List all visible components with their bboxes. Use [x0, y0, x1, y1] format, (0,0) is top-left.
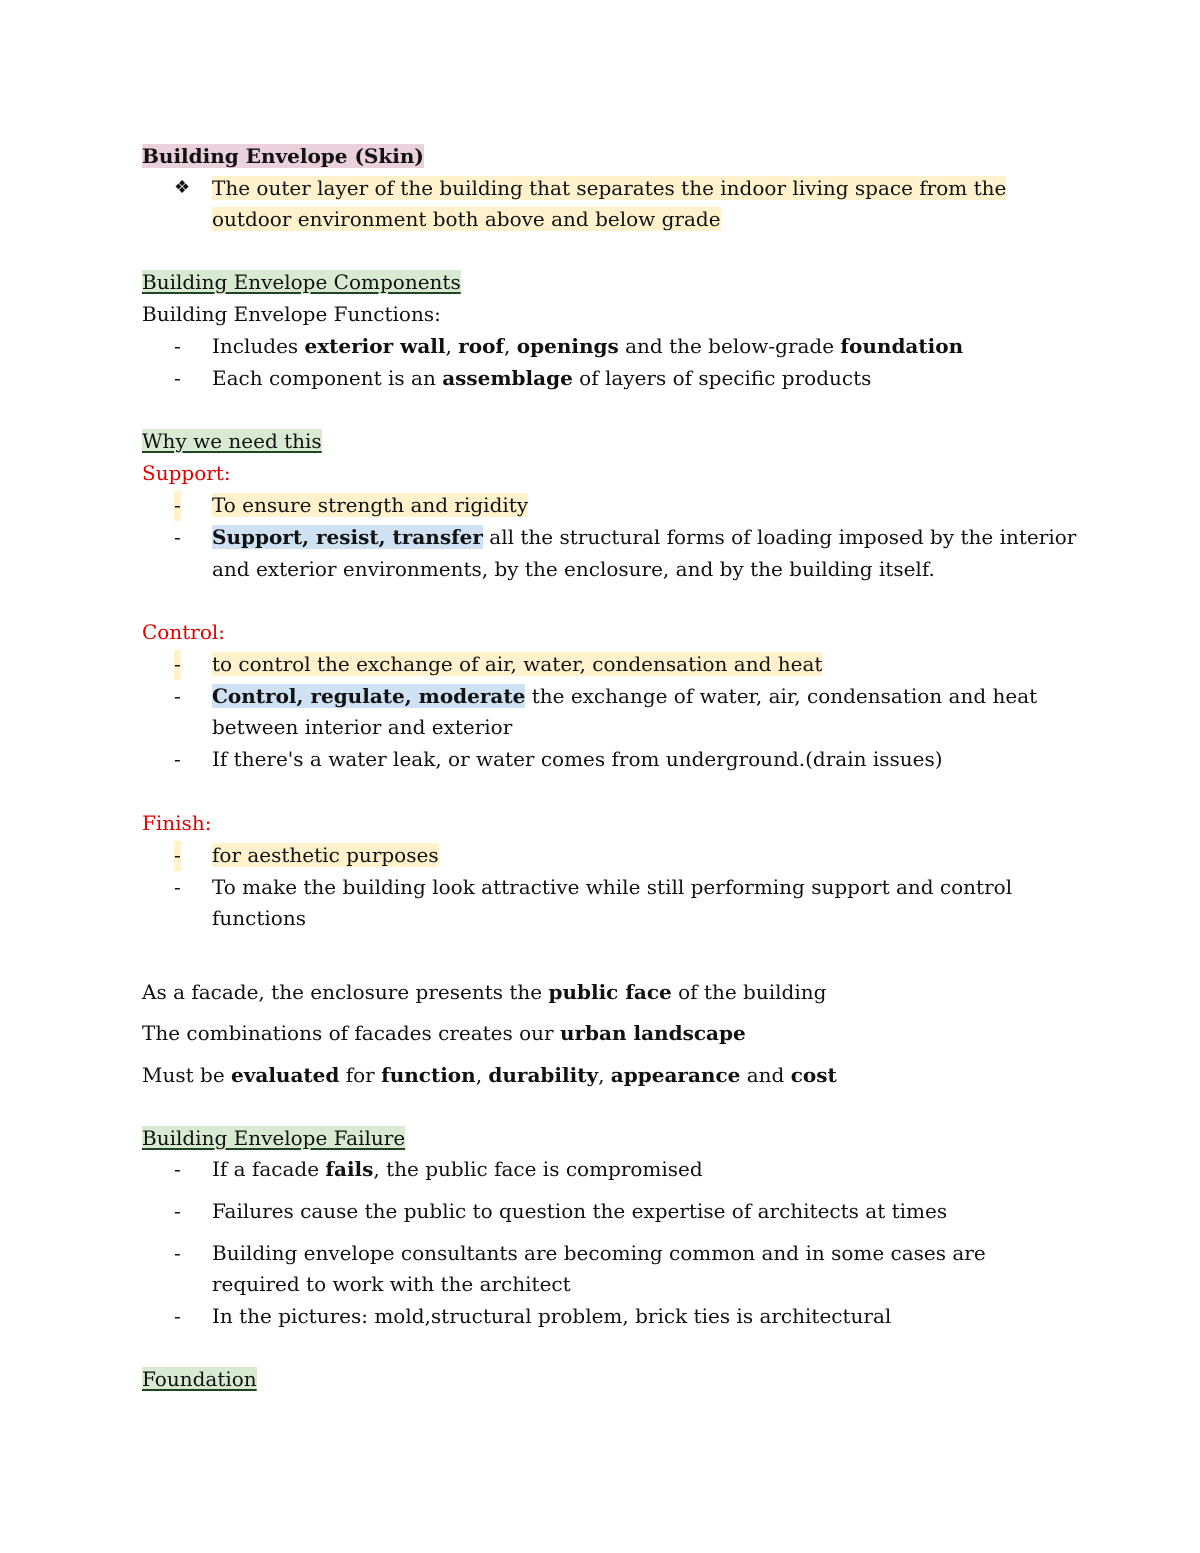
- failure-heading: Building Envelope Failure: [142, 1126, 406, 1150]
- finish-label: Finish:: [142, 811, 212, 835]
- failure-item-3: Building envelope consultants are becoming common and in some cases are: [212, 1241, 986, 1265]
- failure-item-3-cont: required to work with the architect: [212, 1272, 571, 1296]
- finish-item-2: To make the building look attractive while still performing support and control: [212, 875, 1013, 899]
- dash-bullet: -: [174, 747, 181, 771]
- dash-bullet: -: [174, 1241, 181, 1265]
- control-item-2-cont: between interior and exterior: [212, 715, 513, 739]
- dash-bullet: -: [174, 334, 181, 358]
- support-item-1: To ensure strength and rigidity: [212, 493, 529, 517]
- dash-bullet: -: [174, 1157, 181, 1181]
- components-heading: Building Envelope Components: [142, 270, 461, 294]
- definition-line-2: outdoor environment both above and below grade: [212, 207, 721, 231]
- support-item-2: Support, resist, transfer all the structural forms of loading imposed by the interior: [212, 525, 1077, 549]
- control-item-1: to control the exchange of air, water, condensation and heat: [212, 652, 823, 676]
- diamond-bullet-icon: ❖: [174, 177, 191, 198]
- failure-item-1: If a facade fails, the public face is compromised: [212, 1157, 703, 1181]
- definition-line-1: The outer layer of the building that separates the indoor living space from the: [212, 176, 1007, 200]
- finish-item-1: for aesthetic purposes: [212, 843, 439, 867]
- failure-item-2: Failures cause the public to question the expertise of architects at times: [212, 1199, 948, 1223]
- dash-bullet: -: [174, 1199, 181, 1223]
- dash-bullet: -: [174, 525, 181, 549]
- facade-line-2: The combinations of facades creates our urban landscape: [142, 1021, 746, 1045]
- dash-bullet: -: [174, 491, 181, 521]
- why-heading: Why we need this: [142, 429, 322, 453]
- support-label: Support:: [142, 461, 231, 485]
- control-label: Control:: [142, 620, 225, 644]
- dash-bullet: -: [174, 1304, 181, 1328]
- dash-bullet: -: [174, 875, 181, 899]
- control-item-3: If there's a water leak, or water comes from underground.(drain issues): [212, 747, 943, 771]
- foundation-heading: Foundation: [142, 1367, 257, 1391]
- finish-item-2-cont: functions: [212, 906, 306, 930]
- facade-line-1: As a facade, the enclosure presents the public face of the building: [142, 980, 827, 1004]
- components-item-1: Includes exterior wall, roof, openings and the below-grade foundation: [212, 334, 964, 358]
- dash-bullet: -: [174, 684, 181, 708]
- functions-label: Building Envelope Functions:: [142, 302, 441, 326]
- document-title: Building Envelope (Skin): [142, 144, 424, 168]
- dash-bullet: -: [174, 650, 181, 680]
- control-item-2: Control, regulate, moderate the exchange of water, air, condensation and heat: [212, 684, 1038, 708]
- dash-bullet: -: [174, 841, 181, 871]
- components-item-2: Each component is an assemblage of layers of specific products: [212, 366, 872, 390]
- dash-bullet: -: [174, 366, 181, 390]
- failure-item-4: In the pictures: mold,structural problem, brick ties is architectural: [212, 1304, 892, 1328]
- support-item-2-cont: and exterior environments, by the enclosure, and by the building itself.: [212, 557, 935, 581]
- facade-line-3: Must be evaluated for function, durability, appearance and cost: [142, 1063, 837, 1087]
